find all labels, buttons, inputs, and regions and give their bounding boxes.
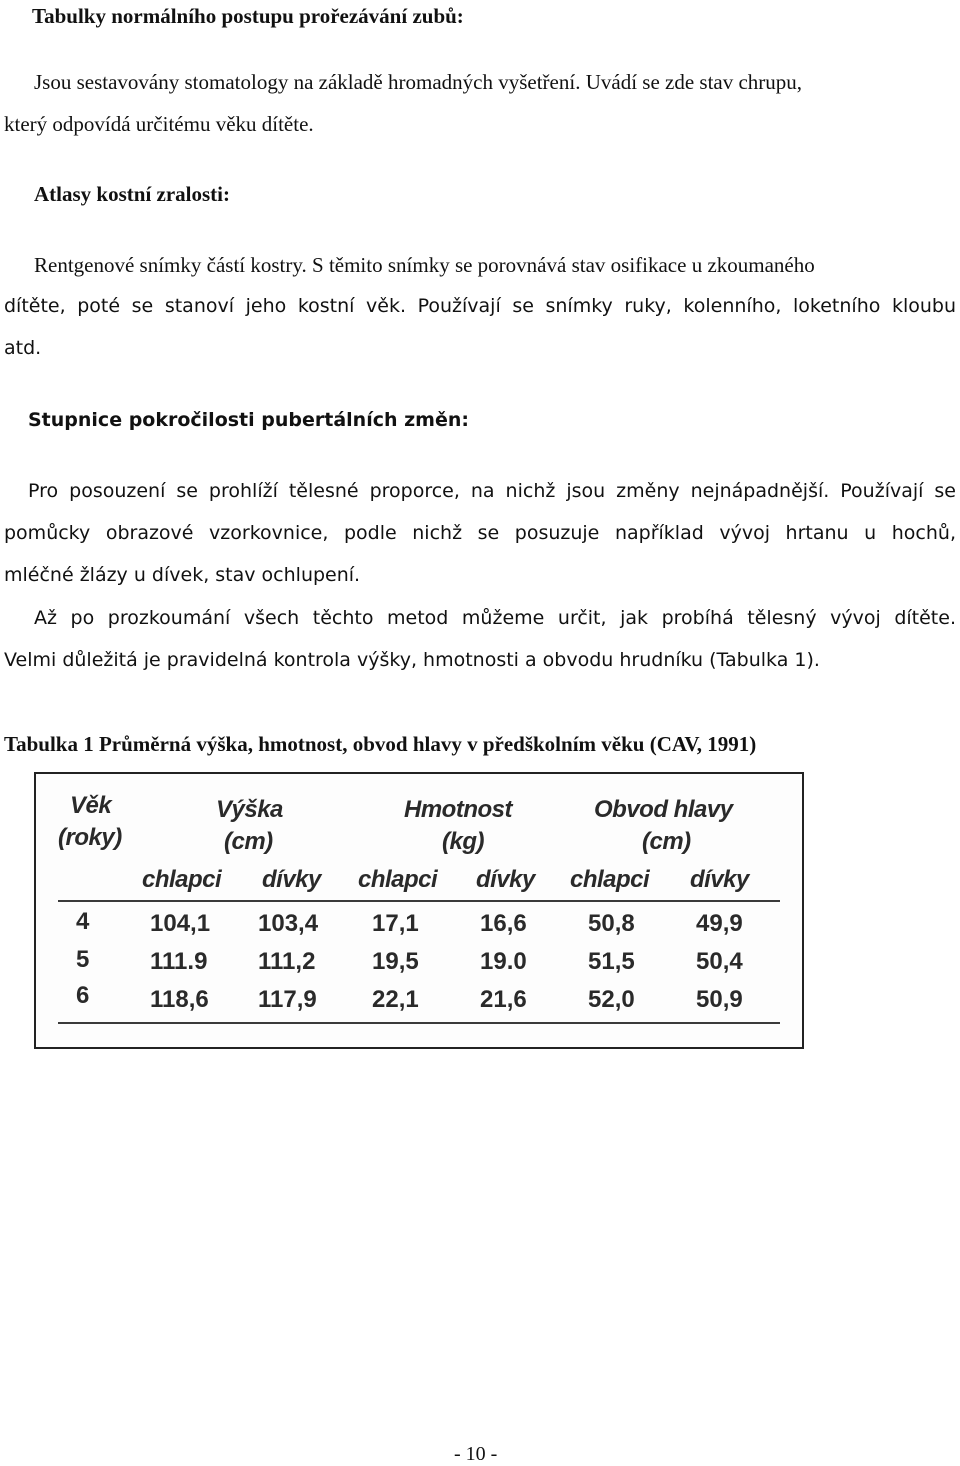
col-age-label: Věk <box>70 792 112 819</box>
teeth-line-2: který odpovídá určitému věku dítěte. <box>4 112 314 136</box>
table-cell: 17,1 <box>372 910 419 937</box>
table-cell: 50,9 <box>696 986 743 1013</box>
table-bottom-rule <box>58 1022 780 1024</box>
conclusion-line-2: Velmi důležitá je pravidelná kontrola výšky, hmotnosti a obvodu hrudníku (Tabulka 1). <box>4 649 820 671</box>
teeth-line-1: Jsou sestavovány stomatology na základě hromadných vyšetření. Uvádí se zde stav chrupu, <box>34 70 803 94</box>
table-cell: 50,4 <box>696 948 743 975</box>
bone-line-1: Rentgenové snímky částí kostry. S těmito snímky se porovnává stav osifikace u zkoumaného <box>34 253 815 277</box>
col-age-unit: (roky) <box>58 824 122 851</box>
page-number: - 10 - <box>454 1443 498 1465</box>
row-age: 5 <box>76 946 90 973</box>
sub-girls-weight: dívky <box>476 866 535 893</box>
row-age: 6 <box>76 982 90 1009</box>
heading-bone: Atlasy kostní zralosti: <box>34 182 230 206</box>
table-cell: 117,9 <box>258 986 317 1013</box>
table-cell: 16,6 <box>480 910 527 937</box>
sub-boys-head: chlapci <box>570 866 650 893</box>
bone-line-3: atd. <box>4 337 42 359</box>
table-cell: 118,6 <box>150 986 209 1013</box>
puberty-line-2: pomůcky obrazové vzorkovnice, podle nichž se posuzuje například vývoj hrtanu u hochů, <box>4 522 956 544</box>
table-cell: 52,0 <box>588 986 635 1013</box>
table-cell: 51,5 <box>588 948 635 975</box>
col-head-label: Obvod hlavy <box>594 796 733 823</box>
conclusion-line-1: Až po prozkoumání všech těchto metod můžeme určit, jak probíhá tělesný vývoj dítěte. <box>34 607 956 629</box>
table-caption: Tabulka 1 Průměrná výška, hmotnost, obvod hlavy v předškolním věku (CAV, 1991) <box>4 732 757 756</box>
row-age: 4 <box>76 908 90 935</box>
table-cell: 104,1 <box>150 910 211 937</box>
sub-girls-head: dívky <box>690 866 749 893</box>
col-height-unit: (cm) <box>224 828 273 855</box>
table-cell: 50,8 <box>588 910 635 937</box>
puberty-line-3: mléčné žlázy u dívek, stav ochlupení. <box>4 564 361 586</box>
col-height-label: Výška <box>216 796 283 823</box>
table-cell: 111.9 <box>150 948 208 975</box>
table-cell: 49,9 <box>696 910 743 937</box>
table-cell: 22,1 <box>372 986 419 1013</box>
table-cell: 19.0 <box>480 948 527 975</box>
heading-puberty: Stupnice pokročilosti pubertálních změn: <box>28 409 469 431</box>
col-weight-unit: (kg) <box>442 828 484 855</box>
table-cell: 19,5 <box>372 948 419 975</box>
col-weight-label: Hmotnost <box>404 796 512 823</box>
puberty-line-1: Pro posouzení se prohlíží tělesné proporce, na nichž jsou změny nejnápadnější. Používají se <box>28 480 956 502</box>
col-head-unit: (cm) <box>642 828 691 855</box>
data-table <box>34 772 804 1049</box>
table-cell: 21,6 <box>480 986 527 1013</box>
sub-boys-weight: chlapci <box>358 866 438 893</box>
bone-line-2: dítěte, poté se stanoví jeho kostní věk. Používají se snímky ruky, kolenního, loketního kloubu <box>4 295 956 317</box>
heading-teeth: Tabulky normálního postupu prořezávání zubů: <box>32 4 464 28</box>
table-cell: 103,4 <box>258 910 319 937</box>
header-divider <box>58 900 780 902</box>
table-cell: 111,2 <box>258 948 316 975</box>
sub-boys-height: chlapci <box>142 866 222 893</box>
sub-girls-height: dívky <box>262 866 321 893</box>
